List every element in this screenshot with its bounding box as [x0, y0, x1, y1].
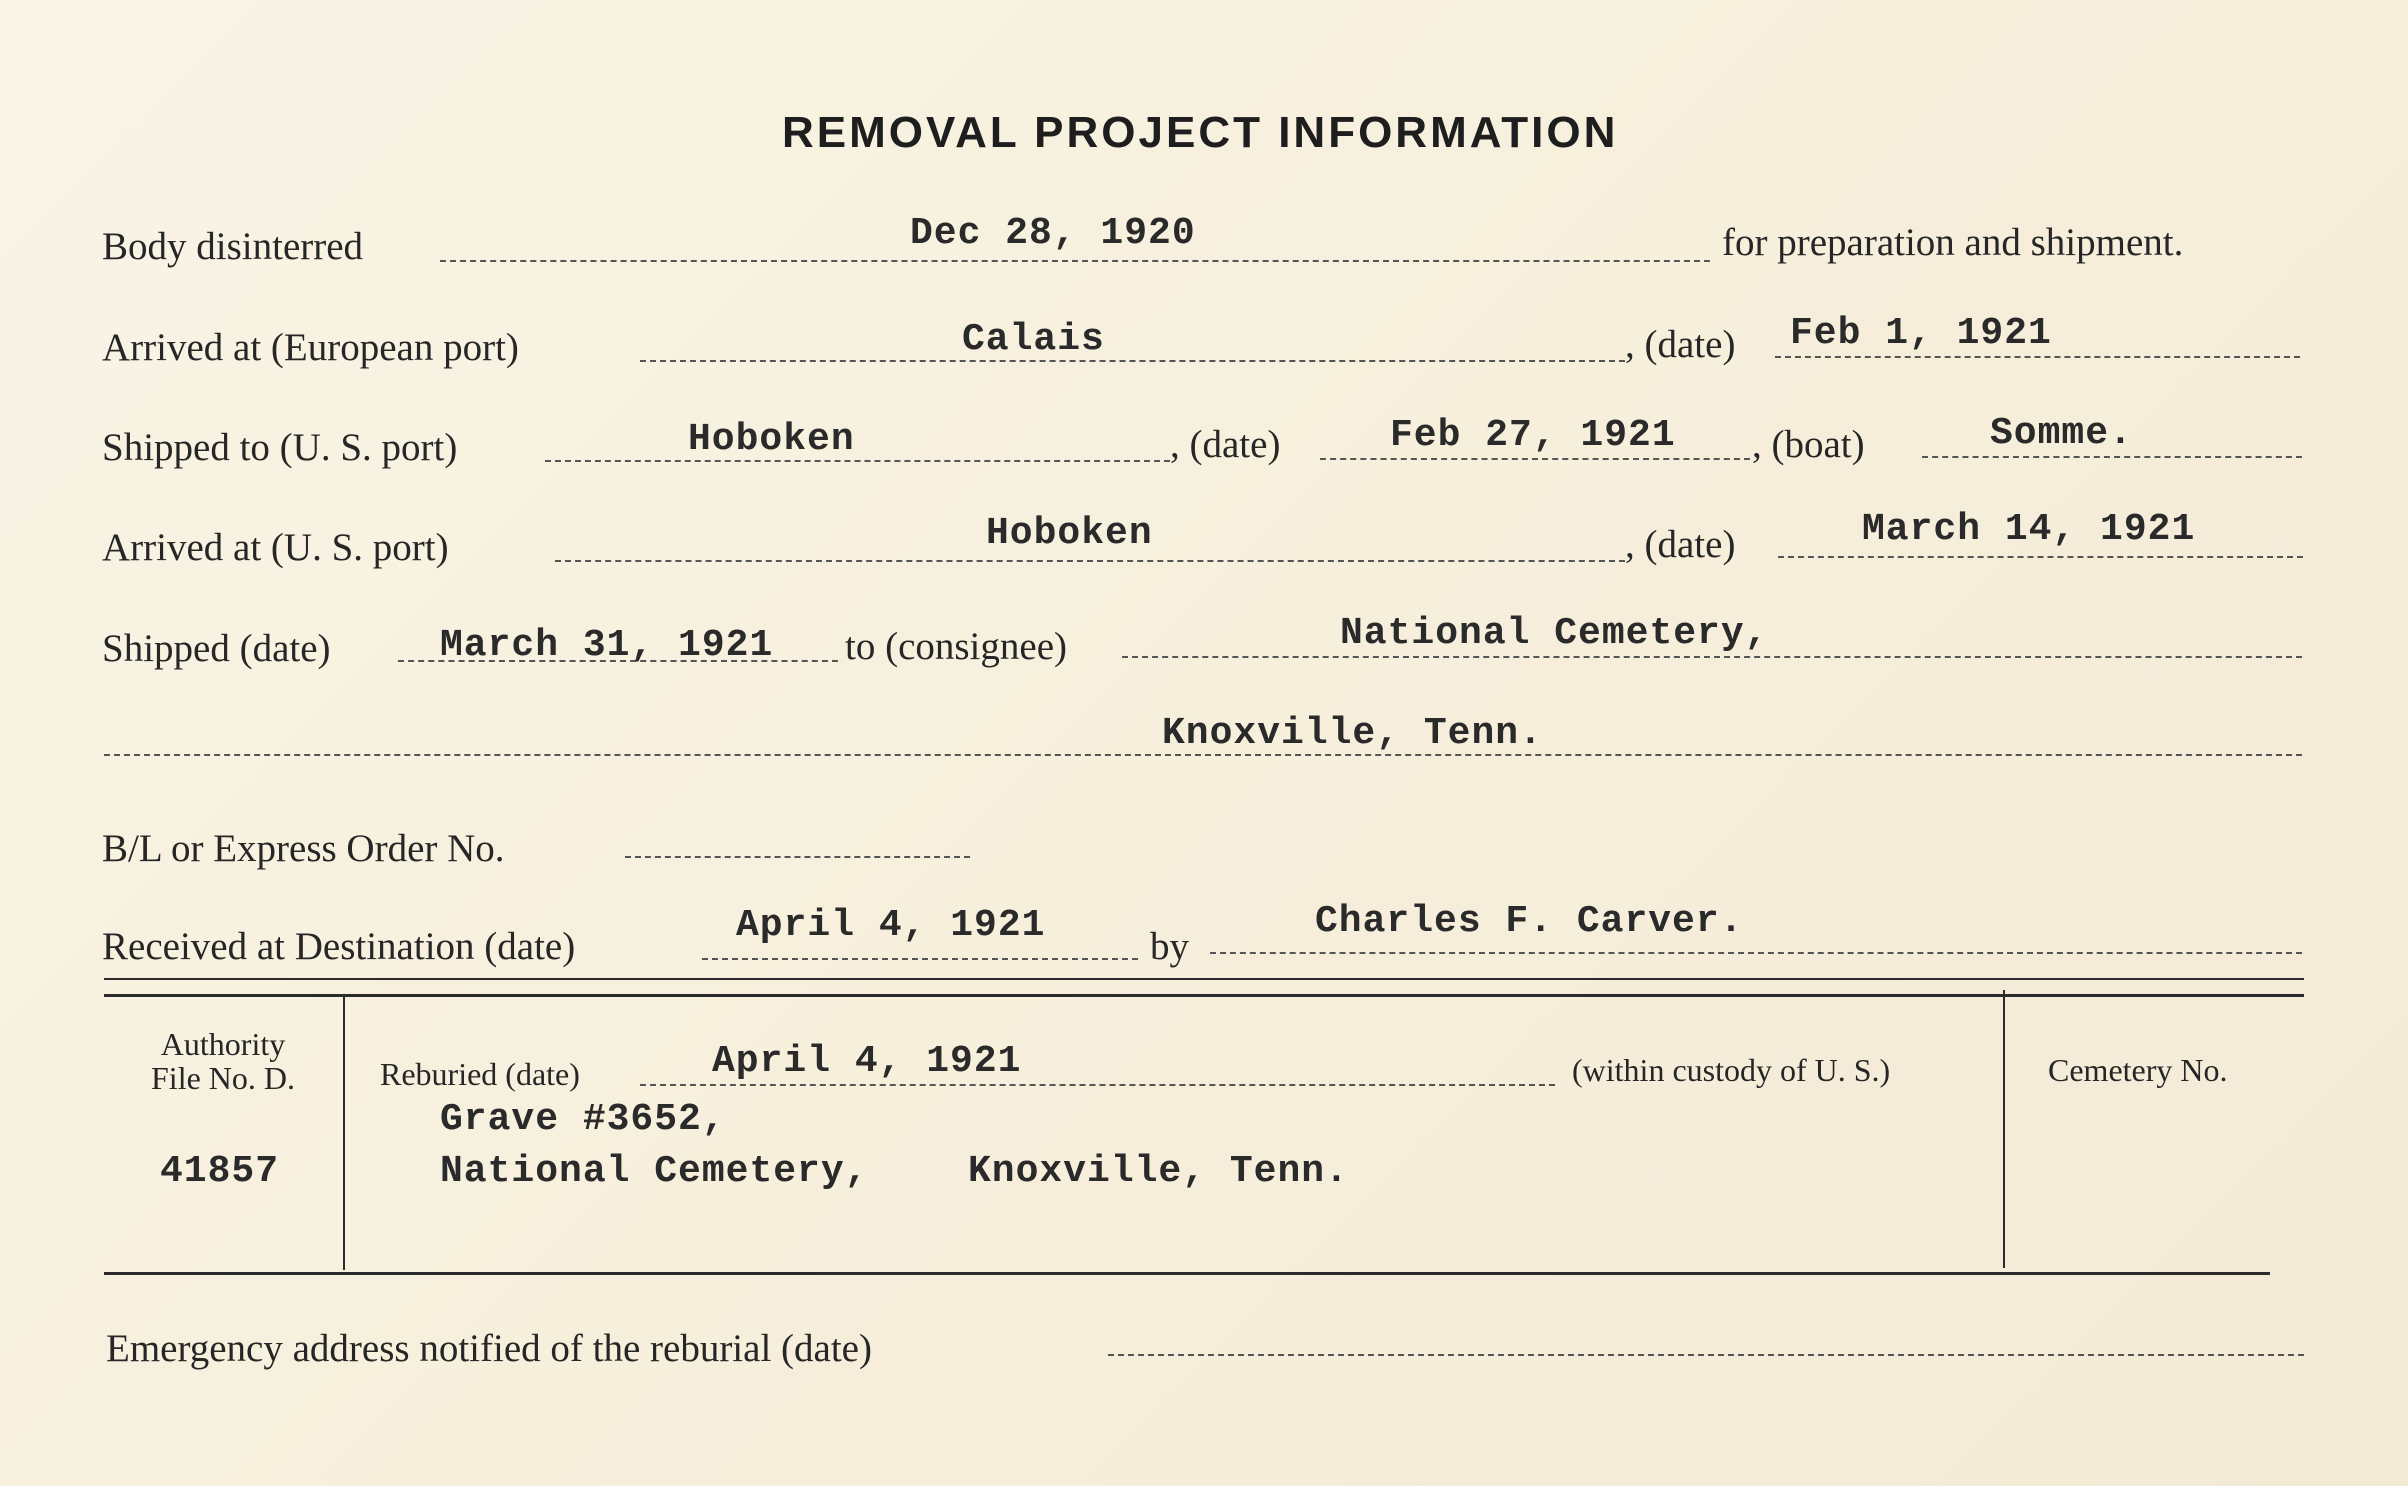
value-reburied-date: April 4, 1921	[712, 1040, 1022, 1083]
label-bl-express-order: B/L or Express Order No.	[102, 827, 505, 870]
value-reburial-location: Knoxville, Tenn.	[968, 1150, 1349, 1193]
fill-line	[1210, 952, 2302, 954]
fill-line	[1775, 356, 2300, 358]
label-arrived-european-port: Arrived at (European port)	[102, 326, 519, 369]
label-by: by	[1150, 925, 1189, 968]
fill-line	[640, 360, 1625, 362]
fill-line	[555, 560, 1625, 562]
label-received-at-destination: Received at Destination (date)	[102, 925, 576, 968]
label-authority: Authority	[160, 1026, 286, 1062]
value-authority-file-no: 41857	[160, 1150, 280, 1193]
fill-line	[702, 958, 1138, 960]
fill-line	[640, 1084, 1555, 1086]
label-within-custody: (within custody of U. S.)	[1572, 1052, 1891, 1088]
box-divider-right	[2003, 990, 2005, 1268]
value-european-port-date: Feb 1, 1921	[1790, 312, 2052, 355]
label-for-preparation: for preparation and shipment.	[1722, 221, 2184, 264]
value-disinterred-date: Dec 28, 1920	[910, 212, 1196, 255]
fill-line	[1778, 556, 2303, 558]
box-rule-bottom	[104, 1272, 2270, 1275]
value-us-port: Hoboken	[688, 418, 855, 461]
label-body-disinterred: Body disinterred	[102, 225, 364, 268]
value-shipped-date: March 31, 1921	[440, 624, 774, 667]
card-title: REMOVAL PROJECT INFORMATION	[782, 108, 1619, 157]
fill-line	[1320, 458, 1750, 460]
fill-line	[625, 856, 970, 858]
label-boat: , (boat)	[1752, 423, 1865, 466]
value-received-by: Charles F. Carver.	[1315, 900, 1744, 943]
box-divider-left	[343, 996, 345, 1270]
fill-line	[1922, 456, 2302, 458]
value-reburial-cemetery: National Cemetery,	[440, 1150, 869, 1193]
label-emergency-address: Emergency address notified of the reburial (date)	[106, 1327, 872, 1370]
label-file-no: File No. D.	[151, 1060, 295, 1096]
value-received-date: April 4, 1921	[736, 904, 1046, 947]
label-reburied-date: Reburied (date)	[380, 1056, 580, 1092]
value-grave-number: Grave #3652,	[440, 1098, 726, 1141]
fill-line	[545, 460, 1170, 462]
fill-line	[1108, 1354, 2304, 1356]
fill-line	[440, 260, 1710, 262]
value-boat: Somme.	[1990, 412, 2133, 455]
value-arrived-us-port: Hoboken	[986, 512, 1153, 555]
label-date: , (date)	[1170, 423, 1281, 466]
label-consignee: to (consignee)	[845, 625, 1068, 668]
label-cemetery-no: Cemetery No.	[2048, 1052, 2228, 1088]
box-rule-top	[104, 978, 2304, 980]
value-consignee: National Cemetery,	[1340, 612, 1769, 655]
value-arrived-us-date: March 14, 1921	[1862, 508, 2196, 551]
box-rule-top-2	[104, 994, 2304, 997]
value-consignee-location: Knoxville, Tenn.	[1162, 712, 1543, 755]
label-shipped-date: Shipped (date)	[102, 627, 331, 670]
label-arrived-us-port: Arrived at (U. S. port)	[102, 526, 449, 569]
label-date: , (date)	[1625, 323, 1736, 366]
label-shipped-to-us-port: Shipped to (U. S. port)	[102, 426, 458, 469]
label-date: , (date)	[1625, 523, 1736, 566]
fill-line	[1122, 656, 2302, 658]
value-shipped-date: Feb 27, 1921	[1390, 414, 1676, 457]
value-european-port: Calais	[962, 318, 1105, 361]
